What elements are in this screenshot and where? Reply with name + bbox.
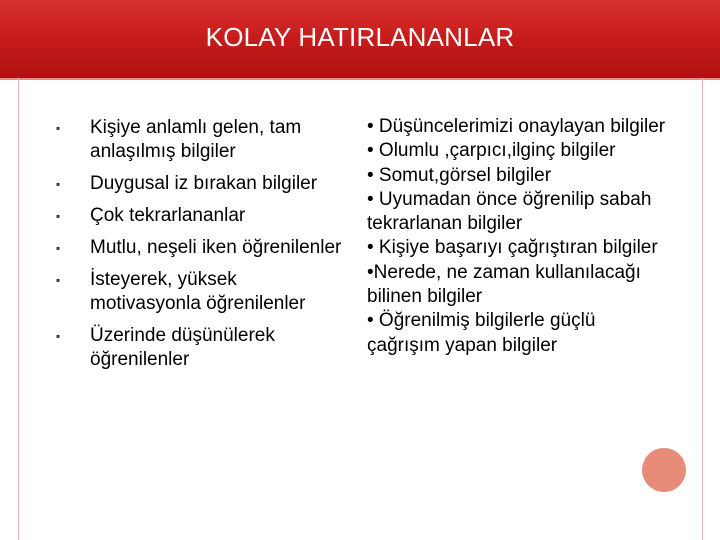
decorative-circle xyxy=(642,448,686,492)
bullet-icon: ▪ xyxy=(56,329,61,343)
list-item xyxy=(52,324,352,372)
list-item-text: Kişiye anlamlı gelen, tam anlaşılmış bilgiler xyxy=(90,117,302,162)
list-item-text: Üzerinde düşünülerek öğrenilenler xyxy=(90,325,275,370)
list-item xyxy=(52,172,352,196)
list-item xyxy=(52,236,352,260)
list-item-text: Duygusal iz bırakan bilgiler xyxy=(90,173,318,194)
list-item-text: Mutlu, neşeli iken öğrenilenler xyxy=(90,237,342,258)
bullet-icon: ▪ xyxy=(56,209,61,223)
bullet-icon: ▪ xyxy=(56,241,61,255)
right-item: • Düşüncelerimizi onaylayan bilgiler xyxy=(367,116,666,137)
decorative-line-right xyxy=(702,78,703,540)
list-item xyxy=(52,204,352,228)
left-bullet-list xyxy=(52,116,352,380)
right-item: •Nerede, ne zaman kullanılacağı bilinen bilgiler xyxy=(367,261,657,308)
right-item: • Somut,görsel bilgiler xyxy=(367,164,552,186)
right-item: • Uyumadan önce öğrenilip sabah tekrarlanan bilgiler xyxy=(367,188,652,235)
right-item: • Kişiye başarıyı çağrıştıran bilgiler xyxy=(367,237,658,259)
right-item: • Olumlu ,çarpıcı,ilginç bilgiler xyxy=(367,140,616,162)
list-item xyxy=(52,116,352,164)
right-text-block xyxy=(367,115,667,358)
list-item-text: Çok tekrarlananlar xyxy=(90,205,246,226)
bullet-icon: ▪ xyxy=(56,121,61,135)
title-bar xyxy=(0,0,720,80)
slide-title: KOLAY HATIRLANANLAR xyxy=(205,22,515,52)
list-item-text: İsteyerek, yüksek motivasyonla öğrenilenler xyxy=(90,269,306,314)
bullet-icon: ▪ xyxy=(56,273,61,287)
list-item xyxy=(52,268,352,316)
right-item: • Öğrenilmiş bilgilerle güçlü çağrışım yapan bilgiler xyxy=(367,310,596,356)
bullet-icon: ▪ xyxy=(56,177,61,191)
decorative-line-left xyxy=(18,78,19,540)
